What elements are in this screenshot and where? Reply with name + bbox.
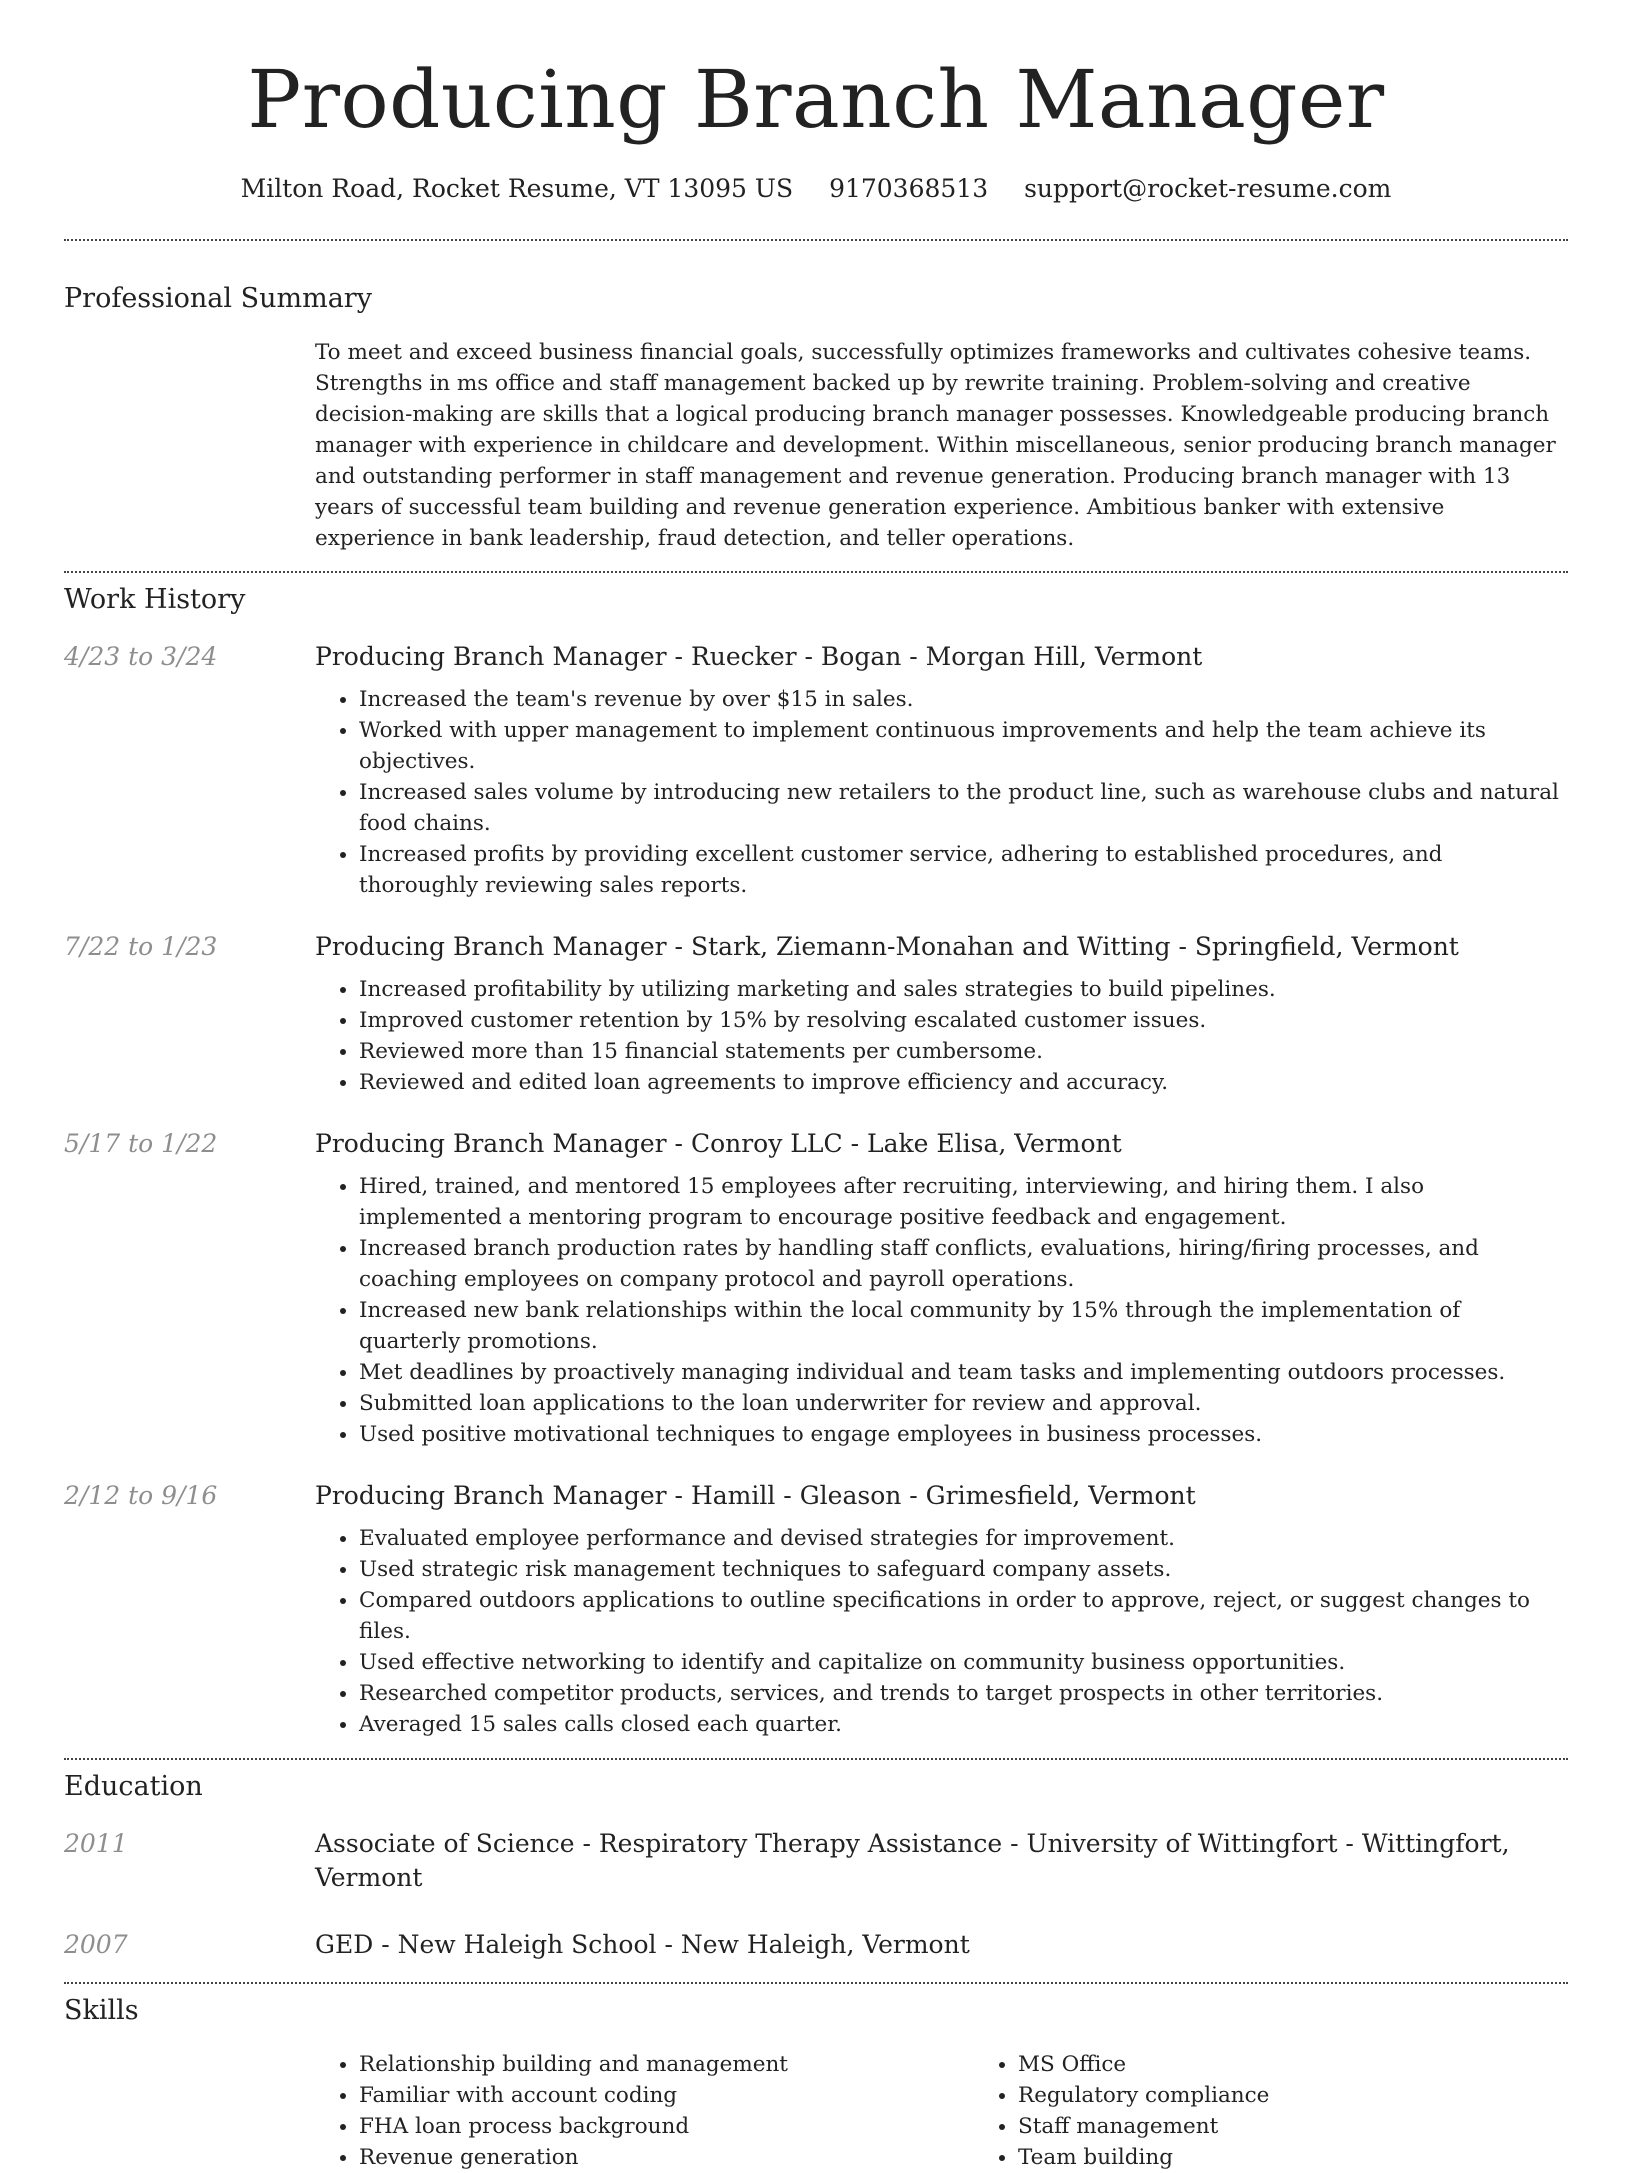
job-title: Producing Branch Manager - Conroy LLC - Lake Elisa, Vermont xyxy=(315,1129,1122,1158)
job-entry xyxy=(64,930,1568,1098)
list-item: • Researched competitor products, services, and trends to target prospects in other territories. xyxy=(359,1678,1568,1709)
list-item: • Hired, trained, and mentored 15 employees after recruiting, interviewing, and hiring them. I also implemented a mentoring program to encourage positive feedback and engagement. xyxy=(359,1171,1568,1233)
skill-item: • Relationship building and management xyxy=(359,2049,974,2080)
list-item: • Reviewed and edited loan agreements to improve efficiency and accuracy. xyxy=(359,1067,1568,1098)
contact-phone: 9170368513 xyxy=(829,174,989,203)
skill-item: • FHA loan process background xyxy=(359,2111,974,2142)
skill-item: • Revenue generation xyxy=(359,2142,974,2173)
work-history-heading: Work History xyxy=(64,584,246,615)
list-item: • Increased profitability by utilizing marketing and sales strategies to build pipelines. xyxy=(359,974,1568,1005)
job-bullets xyxy=(315,974,1568,1098)
job-entry xyxy=(64,1479,1568,1740)
list-item: • Used positive motivational techniques to engage employees in business processes. xyxy=(359,1419,1568,1450)
job-dates: 4/23 to 3/24 xyxy=(64,642,218,671)
education-year: 2011 xyxy=(64,1829,128,1858)
job-bullets xyxy=(315,1171,1568,1450)
list-item: • Met deadlines by proactively managing individual and team tasks and implementing outdoors processes. xyxy=(359,1357,1568,1388)
job-dates: 5/17 to 1/22 xyxy=(64,1129,218,1158)
job-entry xyxy=(64,1127,1568,1450)
section-divider xyxy=(64,239,1568,241)
list-item: • Compared outdoors applications to outline specifications in order to approve, reject, or suggest changes to files. xyxy=(359,1585,1568,1647)
job-dates: 7/22 to 1/23 xyxy=(64,932,218,961)
list-item: • Evaluated employee performance and devised strategies for improvement. xyxy=(359,1523,1568,1554)
list-item: • Used strategic risk management techniques to safeguard company assets. xyxy=(359,1554,1568,1585)
contact-address: Milton Road, Rocket Resume, VT 13095 US xyxy=(240,174,794,203)
education-degree: Associate of Science - Respiratory Therapy Assistance - University of Wittingfort - Wittingfort, Vermont xyxy=(315,1829,1510,1892)
education-heading: Education xyxy=(64,1771,203,1802)
list-item: • Increased new bank relationships within the local community by 15% through the implementation of quarterly promotions. xyxy=(359,1295,1568,1357)
list-item: • Improved customer retention by 15% by resolving escalated customer issues. xyxy=(359,1005,1568,1036)
skill-item: • Staff management xyxy=(1018,2111,1632,2142)
job-bullets xyxy=(315,684,1568,901)
list-item: • Increased branch production rates by handling staff conflicts, evaluations, hiring/firing processes, and coaching employees on company protocol and payroll operations. xyxy=(359,1233,1568,1295)
list-item: • Submitted loan applications to the loan underwriter for review and approval. xyxy=(359,1388,1568,1419)
skills-column xyxy=(315,2049,974,2173)
section-divider xyxy=(64,571,1568,573)
list-item: • Averaged 15 sales calls closed each quarter. xyxy=(359,1709,1568,1740)
education-year: 2007 xyxy=(64,1930,128,1959)
skill-item: • Team building xyxy=(1018,2142,1632,2173)
job-entry xyxy=(64,640,1568,901)
resume-title: Producing Branch Manager xyxy=(247,53,1385,146)
list-item: • Reviewed more than 15 financial statements per cumbersome. xyxy=(359,1036,1568,1067)
list-item: • Used effective networking to identify and capitalize on community business opportunities. xyxy=(359,1647,1568,1678)
summary-heading: Professional Summary xyxy=(64,283,372,314)
summary-text: To meet and exceed business financial goals, successfully optimizes frameworks and cultivates cohesive teams. Strengths in ms office and staff management backed up by rewrite training. Problem-solving and creative decision-making are skills that a logical producing branch manager possesses. Knowledgeable producing branch manager with experience in childcare and development. Within miscellaneous, senior producing branch manager and outstanding performer in staff management and revenue generation. Producing branch manager with 13 years of successful team building and revenue generation experience. Ambitious banker with extensive experience in bank leadership, fraud detection, and teller operations. xyxy=(315,340,1556,551)
job-dates: 2/12 to 9/16 xyxy=(64,1481,218,1510)
skills-heading: Skills xyxy=(64,1995,139,2026)
education-degree: GED - New Haleigh School - New Haleigh, Vermont xyxy=(315,1930,970,1959)
resume-page xyxy=(64,0,1568,2173)
skill-item: • MS Office xyxy=(1018,2049,1632,2080)
education-entry xyxy=(64,1928,1568,1962)
list-item: • Increased sales volume by introducing new retailers to the product line, such as warehouse clubs and natural food chains. xyxy=(359,777,1568,839)
skill-item: • Regulatory compliance xyxy=(1018,2080,1632,2111)
skill-item: • Familiar with account coding xyxy=(359,2080,974,2111)
section-divider xyxy=(64,1982,1568,1984)
job-bullets xyxy=(315,1523,1568,1740)
list-item: • Increased the team's revenue by over $15 in sales. xyxy=(359,684,1568,715)
list-item: • Increased profits by providing excellent customer service, adhering to established procedures, and thoroughly reviewing sales reports. xyxy=(359,839,1568,901)
contact-email[interactable]: support@rocket-resume.com xyxy=(1024,174,1392,203)
job-title: Producing Branch Manager - Stark, Ziemann-Monahan and Witting - Springfield, Vermont xyxy=(315,932,1459,961)
education-entry xyxy=(64,1827,1568,1895)
list-item: • Worked with upper management to implement continuous improvements and help the team achieve its objectives. xyxy=(359,715,1568,777)
section-divider xyxy=(64,1758,1568,1760)
skills-column xyxy=(974,2049,1632,2173)
contact-line xyxy=(64,172,1568,206)
job-title: Producing Branch Manager - Hamill - Gleason - Grimesfield, Vermont xyxy=(315,1481,1196,1510)
job-title: Producing Branch Manager - Ruecker - Bogan - Morgan Hill, Vermont xyxy=(315,642,1203,671)
skills-list xyxy=(315,2049,1632,2173)
